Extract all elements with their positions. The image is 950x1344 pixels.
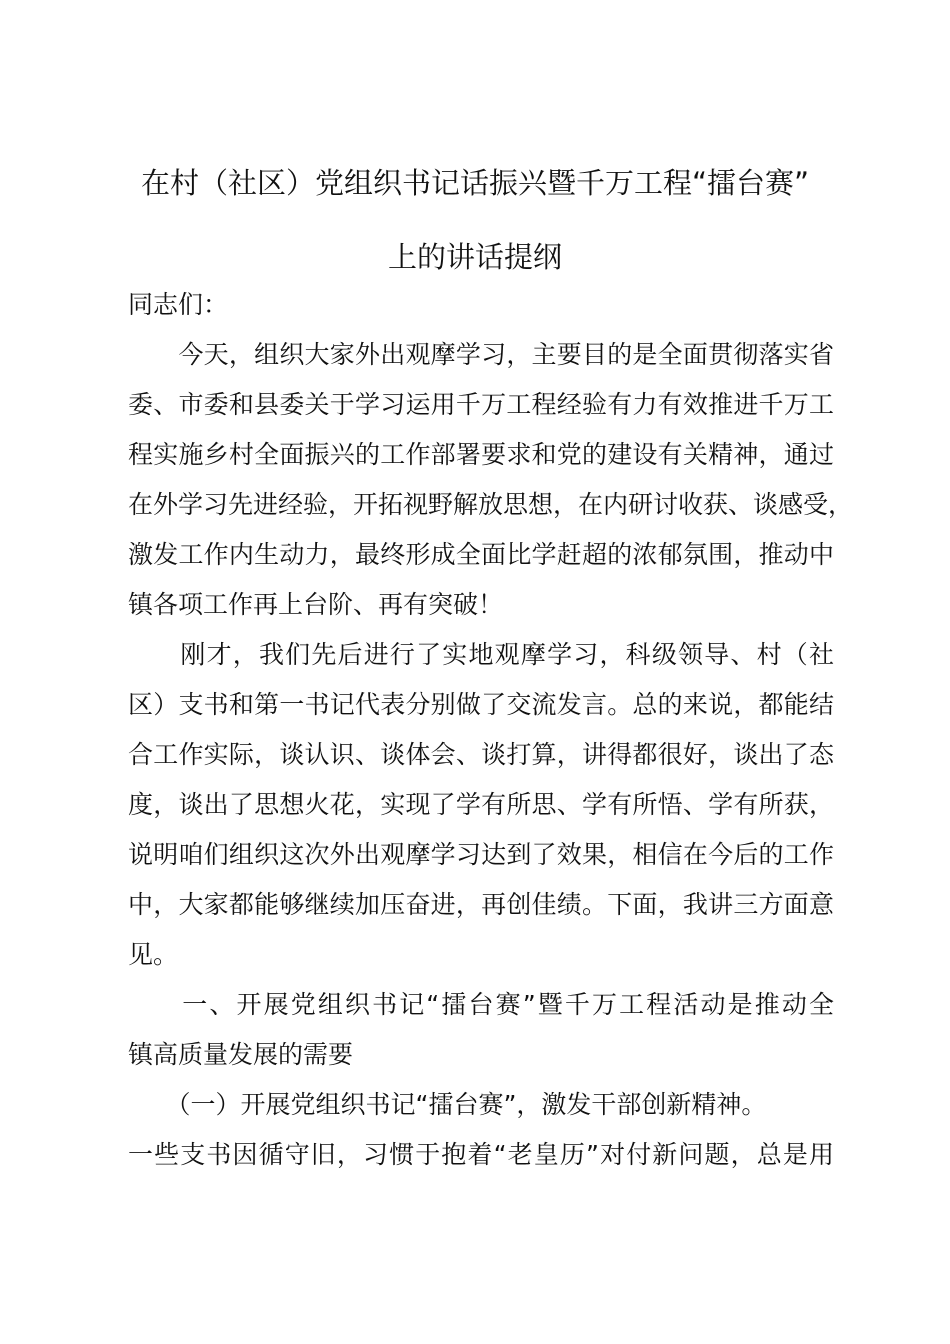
document-title-line-2: 上的讲话提纲 [387,240,562,274]
body-line: 镇各项工作再上台阶、再有突破！ [128,590,504,619]
body-line: 程实施乡村全面振兴的工作部署要求和党的建设有关精神，通过 [128,440,834,469]
body-line: 在外学习先进经验，开拓视野解放思想，在内研讨收获、谈感受， [128,490,854,519]
body-line: 中，大家都能够继续加压奋进，再创佳绩。下面，我讲三方面意 [128,890,834,919]
body-line: 今天，组织大家外出观摩学习，主要目的是全面贯彻落实省 [128,340,834,369]
body-line: 一些支书因循守旧，习惯于抱着“老皇历”对付新问题，总是用 [128,1140,834,1169]
body-line: 合工作实际，谈认识、谈体会、谈打算，讲得都很好，谈出了态 [128,740,834,769]
body-line: 区）支书和第一书记代表分别做了交流发言。总的来说，都能结 [128,690,834,719]
subsection-heading-line: （一）开展党组织书记“擂台赛”，激发干部创新精神。 [128,1090,767,1119]
section-heading-line: 一、开展党组织书记“擂台赛”暨千万工程活动是推动全 [128,990,834,1019]
body-line: 委、市委和县委关于学习运用千万工程经验有力有效推进千万工 [128,390,834,419]
body-line: 刚才，我们先后进行了实地观摩学习，科级领导、村（社 [128,640,834,669]
body-line: 见。 [128,940,179,969]
document-title-line-1: 在村（社区）党组织书记话振兴暨千万工程“擂台赛” [140,166,810,200]
section-heading-line: 镇高质量发展的需要 [128,1040,354,1069]
salutation: 同志们： [128,290,229,319]
body-line: 度，谈出了思想火花，实现了学有所思、学有所悟、学有所获， [128,790,834,819]
body-line: 说明咱们组织这次外出观摩学习达到了效果，相信在今后的工作 [128,840,834,869]
body-line: 激发工作内生动力，最终形成全面比学赶超的浓郁氛围，推动中 [128,540,834,569]
